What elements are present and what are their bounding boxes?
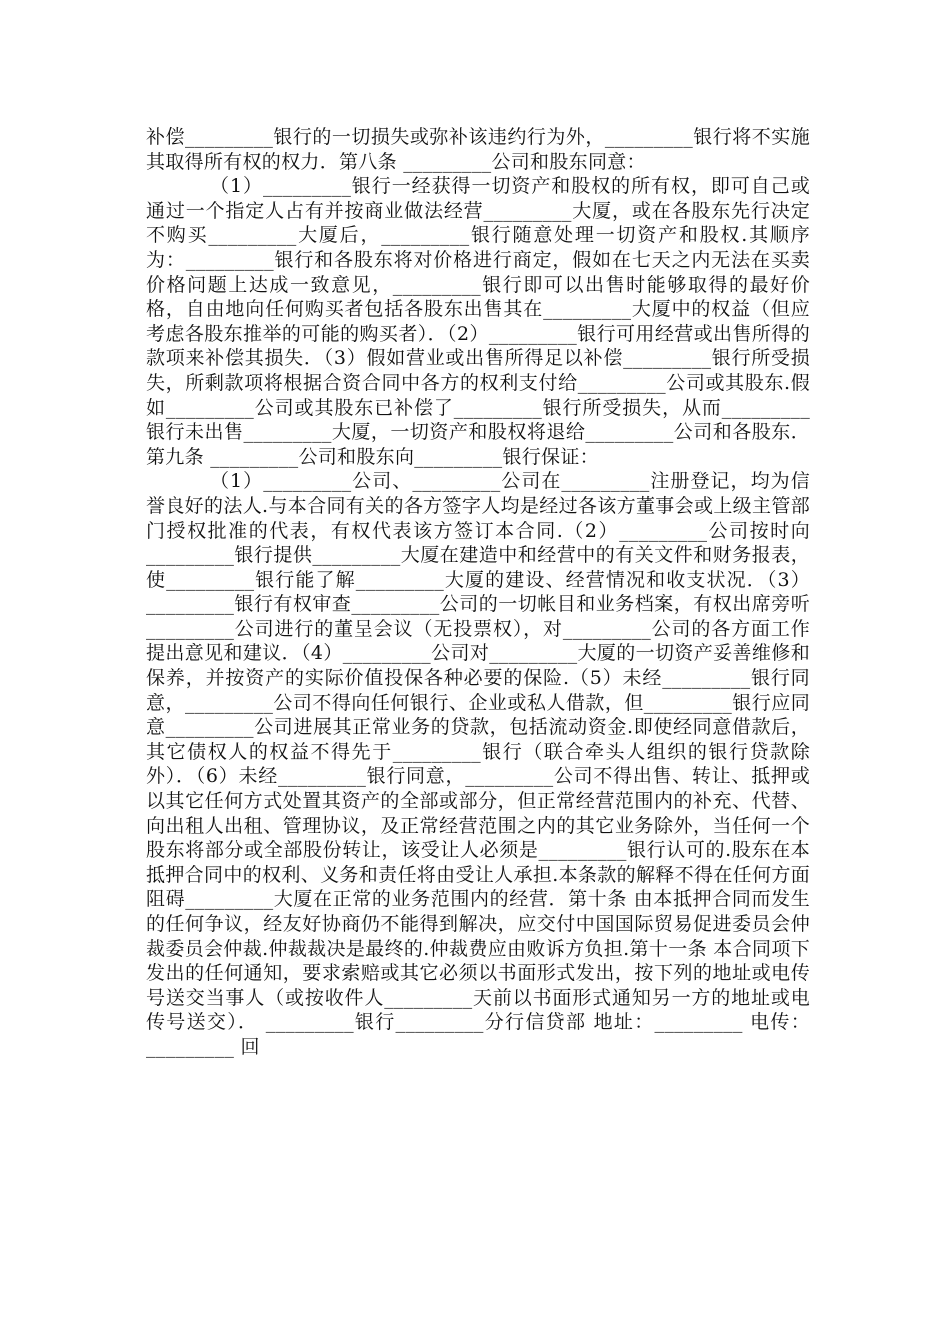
- paragraph-article-9-to-11: （1）_________公司、_________公司在_________注册登记，均为信誉良好的法人.与本合同有关的各方签字人均是经过各该方董事会或上级主管部门授权批准的代表，有权代表该方签订本合同.（2）_________公司按时向_________银行提供_________大厦在建造中和经营中的有关文件和财务报表，使_________银行能了解_________大厦的建设、经营情况和收支状况．（3）_________银行有权审查_________公司的一切帐目和业务档案，有权出席旁听_________公司进行的董呈会议（无投票权），对_________公司的各方面工作提出意见和建议．（4）_________公司对_________大厦的一切资产妥善维修和保养，并按资产的实际价值投保各种必要的保险.（5）未经_________银行同意，_________公司不得向任何银行、企业或私人借款，但_________银行应同意_________公司进展其正常业务的贷款，包括流动资金.即使经同意借款后，其它债权人的权益不得先于_________银行（联合牵头人组织的银行贷款除外）．（6）未经_________银行同意，_________公司不得出售、转让、抵押或以其它任何方式处置其资产的全部或部分，但正常经营范围内的补充、代替、向出租人出租、管理协议，及正常经营范围之内的其它业务除外，当任何一个股东将部分或全部股份转让，该受让人必须是_________银行认可的.股东在本抵押合同中的权利、义务和责任将由受让人承担.本条款的解释不得在任何方面阻碍_________大厦在正常的业务范围内的经营．第十条 由本抵押合同而发生的任何争议，经友好协商仍不能得到解决，应交付中国国际贸易促进委员会仲裁委员会仲裁.仲裁裁决是最终的.仲裁费应由败诉方负担.第十一条 本合同项下发出的任何通知，要求索赔或其它必须以书面形式发出，按下列的地址或电传号送交当事人（或按收件人_________天前以书面形式通知另一方的地址或电传号送交）． _________银行_________分行信贷部 地址：_________ 电传：_________ 回: [146, 470, 810, 1058]
- paragraph-article-8-terms: （1）_________银行一经获得一切资产和股权的所有权，即可自己或通过一个指定人占有并按商业做法经营_________大厦，或在各股东先行决定不购买_________大厦后，_________银行随意处理一切资产和股权.其顺序为：_________银行和各股东将对价格进行商定，假如在七天之内无法在买卖价格问题上达成一致意见，_________银行即可以出售时能够取得的最好价格，自由地向任何购买者包括各股东出售其在_________大厦中的权益（但应考虑各股东推举的可能的购买者）．（2）_________银行可用经营或出售所得的款项来补偿其损失．（3）假如营业或出售所得足以补偿_________银行所受损失，所剩款项将根据合资合同中各方的权利支付给_________公司或其股东.假如_________公司或其股东已补偿了_________银行所受损失，从而_________银行未出售_________大厦，一切资产和股权将退给_________公司和各股东．第九条 _________公司和股东向_________银行保证：: [146, 175, 810, 468]
- paragraph-article-8-intro: 补偿_________银行的一切损失或弥补该违约行为外，_________银行将不实施其取得所有权的权力．第八条 _________公司和股东同意：: [146, 126, 810, 173]
- document-body: [146, 125, 810, 1060]
